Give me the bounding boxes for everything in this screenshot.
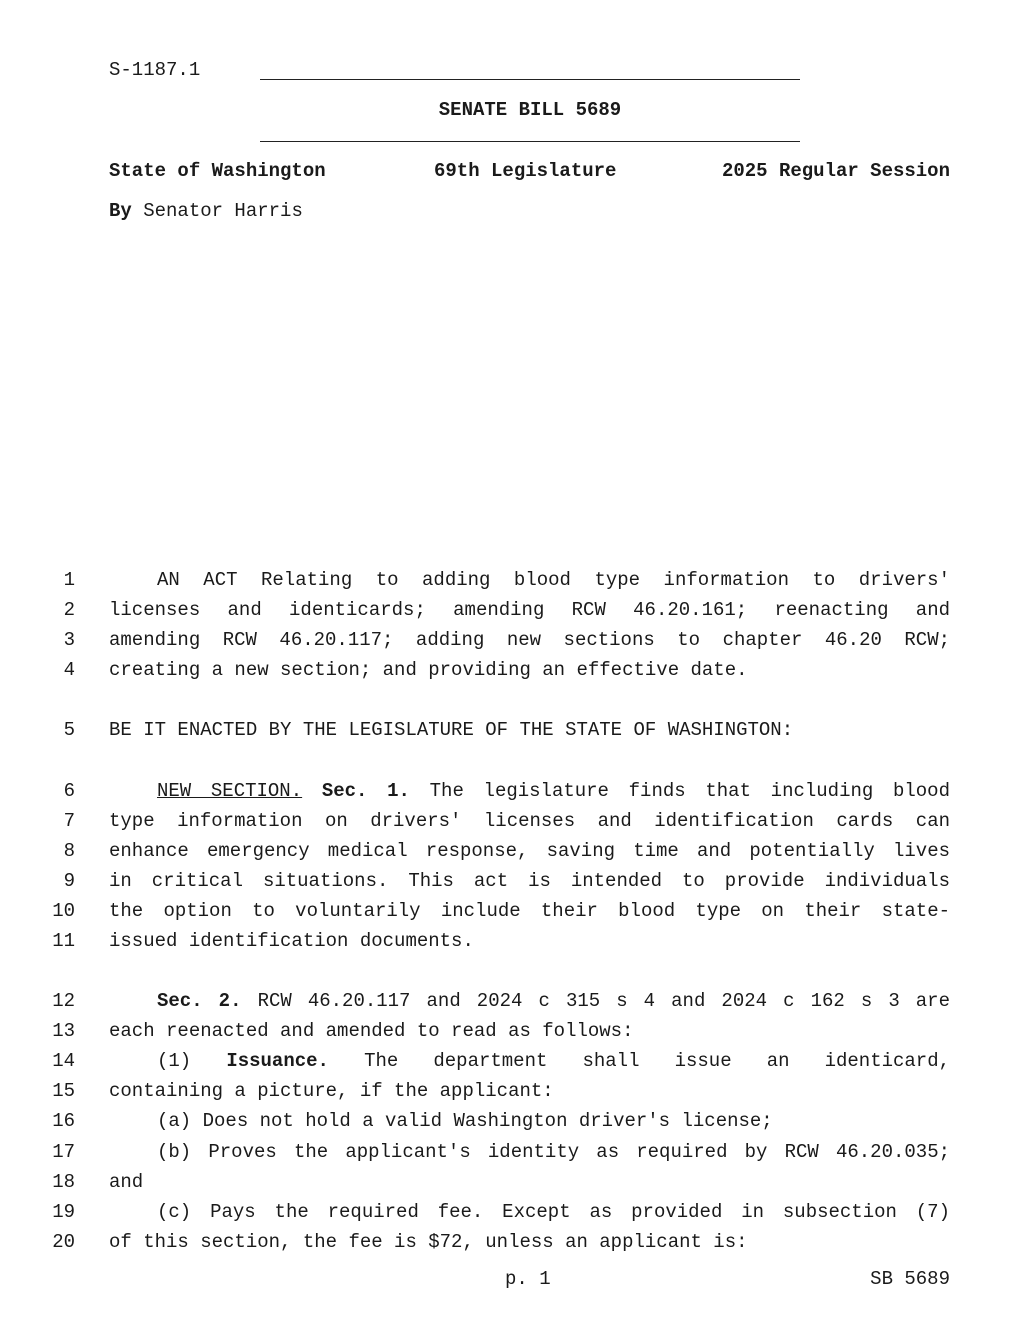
line-number: 13 (52, 1020, 75, 1042)
body-line: type information on drivers' licenses and identification cards can (109, 810, 950, 832)
body-line: each reenacted and amended to read as follows: (109, 1020, 634, 1042)
sponsor-line (109, 200, 303, 222)
sponsor-name: Senator Harris (143, 200, 303, 222)
section-label: Sec. 2. (157, 990, 242, 1012)
body-line: of this section, the fee is $72, unless an applicant is: (109, 1231, 748, 1253)
header-legislature: 69th Legislature (434, 160, 617, 182)
line-number: 4 (63, 659, 75, 681)
line-number: 9 (63, 870, 75, 892)
header-session: 2025 Regular Session (721, 160, 950, 182)
line-number: 5 (63, 719, 75, 741)
body-line: AN ACT Relating to adding blood type information to drivers' (157, 569, 950, 591)
body-line: issued identification documents. (109, 930, 474, 952)
section-label: Sec. 1. (321, 780, 410, 802)
line-number: 17 (52, 1141, 75, 1163)
page-number: p. 1 (505, 1268, 551, 1290)
body-line: licenses and identicards; amending RCW 46.20.161; reenacting and (109, 599, 950, 621)
line-number: 15 (52, 1080, 75, 1102)
body-line: in critical situations. This act is intended to provide individuals (109, 870, 950, 892)
line-number: 6 (63, 780, 75, 802)
bill-title: SENATE BILL 5689 (438, 99, 622, 121)
line-number: 8 (63, 840, 75, 862)
bill-reference: SB 5689 (870, 1268, 950, 1290)
body-line: and (109, 1171, 144, 1193)
line-number: 16 (52, 1110, 75, 1132)
line-number: 1 (63, 569, 75, 591)
sponsor-by-label: By (109, 200, 132, 222)
body-line: creating a new section; and providing an effective date. (109, 659, 748, 681)
body-line: NEW SECTION. Sec. 1. The legislature finds that including blood (157, 780, 950, 802)
body-line: Sec. 2. RCW 46.20.117 and 2024 c 315 s 4 and 2024 c 162 s 3 are (157, 990, 950, 1012)
line-number: 11 (52, 930, 75, 952)
line-number: 2 (63, 599, 75, 621)
line-number: 14 (52, 1050, 75, 1072)
line-number: 20 (52, 1231, 75, 1253)
body-line: enhance emergency medical response, saving time and potentially lives (109, 840, 950, 862)
header-state: State of Washington (109, 160, 326, 182)
body-line: containing a picture, if the applicant: (109, 1080, 554, 1102)
line-number: 12 (52, 990, 75, 1012)
body-line: amending RCW 46.20.117; adding new sections to chapter 46.20 RCW; (109, 629, 950, 651)
body-line: (a) Does not hold a valid Washington driver's license; (157, 1110, 773, 1132)
line-number: 10 (52, 900, 75, 922)
line-number: 7 (63, 810, 75, 832)
title-rule-bottom (260, 141, 800, 142)
document-code: S-1187.1 (109, 59, 201, 81)
body-line: (b) Proves the applicant's identity as required by RCW 46.20.035; (157, 1141, 950, 1163)
body-line: (c) Pays the required fee. Except as provided in subsection (7) (157, 1201, 950, 1223)
line-number: 19 (52, 1201, 75, 1223)
line-number: 18 (52, 1171, 75, 1193)
title-rule-top (260, 79, 800, 80)
subsection-heading: Issuance. (226, 1050, 329, 1072)
new-section-label: NEW SECTION. (157, 780, 303, 802)
enacting-clause: BE IT ENACTED BY THE LEGISLATURE OF THE STATE OF WASHINGTON: (109, 719, 794, 741)
body-line: (1) Issuance. The department shall issue an identicard, (157, 1050, 951, 1072)
body-line: the option to voluntarily include their blood type on their state- (109, 900, 950, 922)
line-number: 3 (63, 629, 75, 651)
